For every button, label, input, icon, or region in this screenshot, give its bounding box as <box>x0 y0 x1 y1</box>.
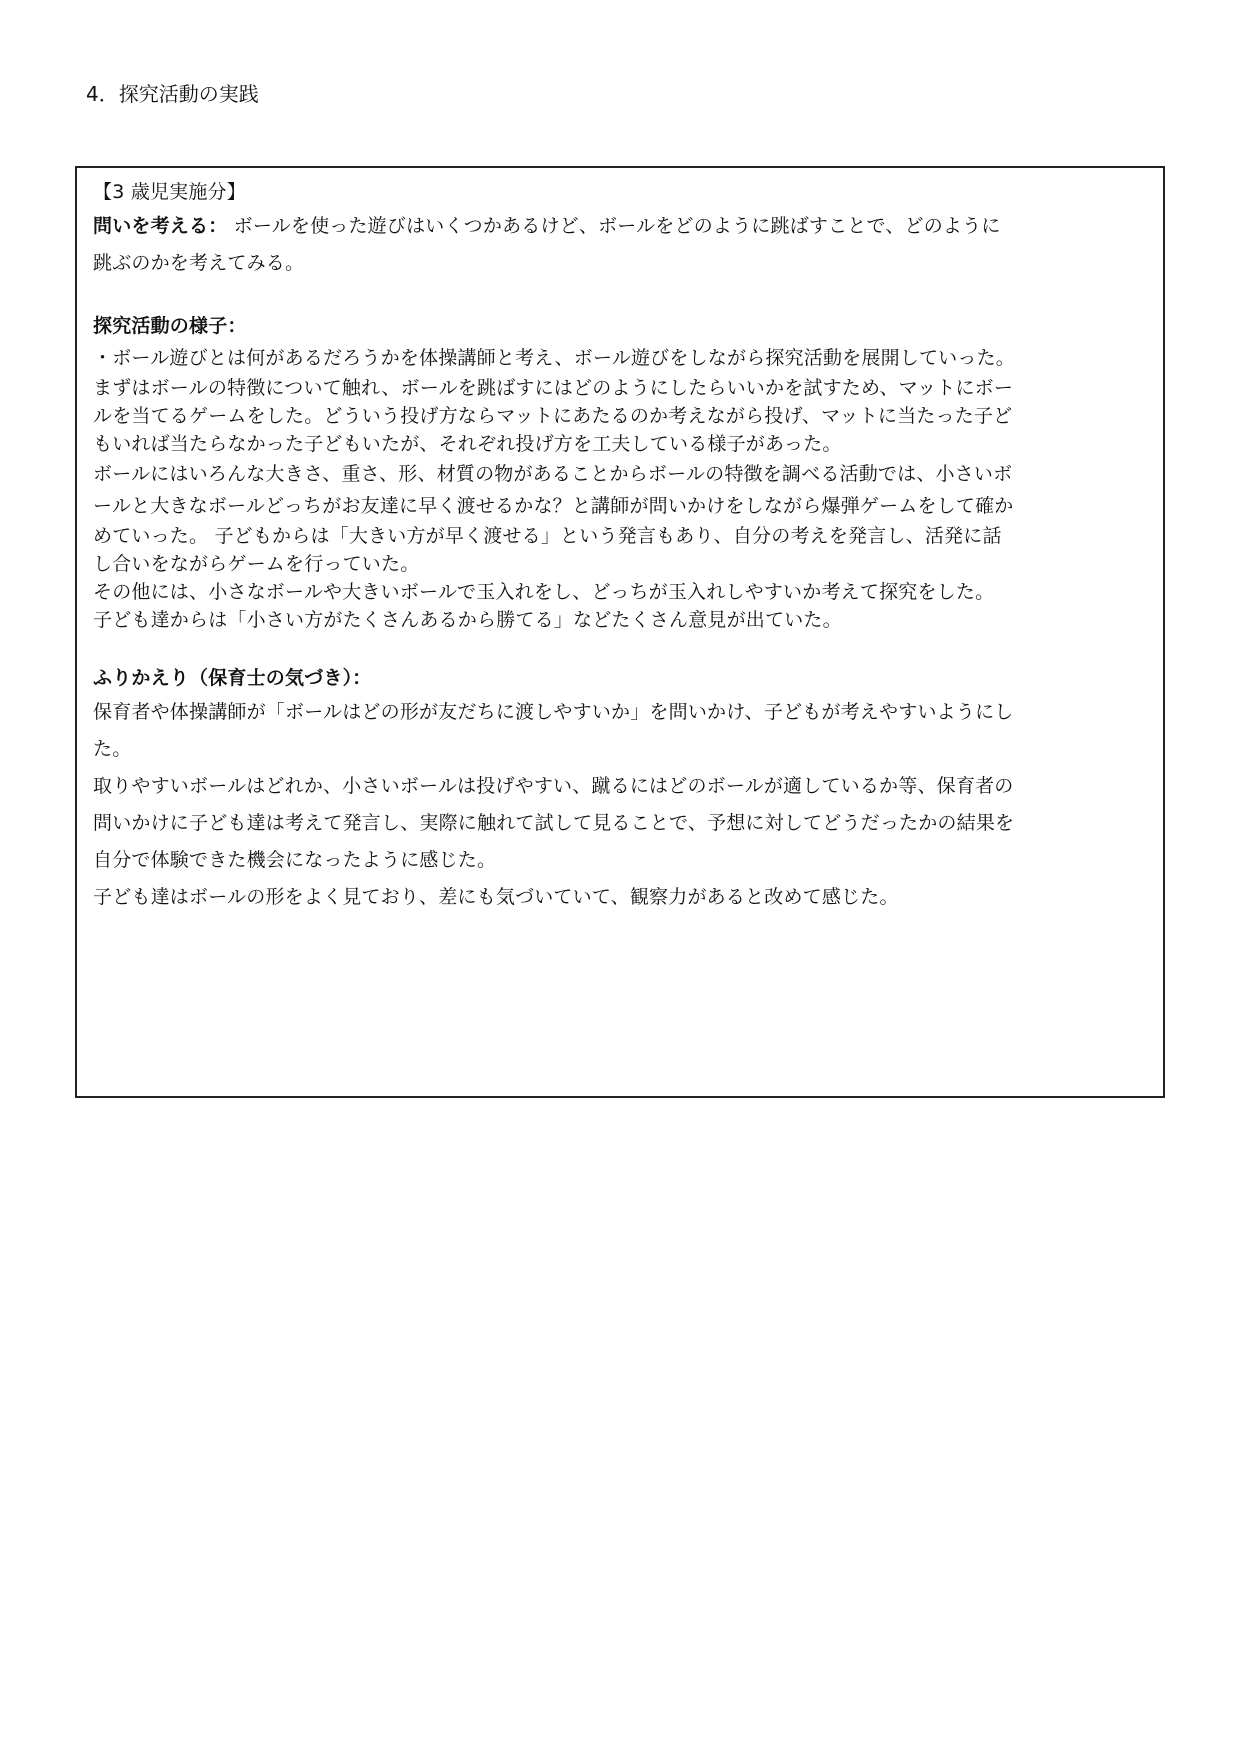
activity-line: めていった。 子どもからは「大きい方が早く渡せる」という発言もあり、自分の考えを発言し、活発に話 <box>93 525 1002 547</box>
spacer <box>93 634 1151 662</box>
activity-line: 子ども達からは「小さい方がたくさんあるから勝てる」などたくさん意見が出ていた。 <box>93 609 842 631</box>
reflection-line: 自分で体験できた機会になったように感じた。 <box>93 849 497 871</box>
activity-line: まずはボールの特徴について触れ、ボールを跳ばすにはどのようにしたらいいかを試すため、マットにボー <box>93 377 1014 399</box>
section-heading: 4．探究活動の実践 <box>86 82 259 106</box>
report-content <box>93 176 1151 916</box>
reflection-line: 問いかけに子ども達は考えて発言し、実際に触れて試して見ることで、予想に対してどうだったかの結果を <box>93 812 1015 834</box>
question-line-2: 跳ぶのかを考えてみる。 <box>93 252 305 274</box>
activity-line: ルを当てるゲームをした。どういう投げ方ならマットにあたるのか考えながら投げ、マットに当たった子ど <box>93 405 1013 427</box>
activity-line: ボールにはいろんな大きさ、重さ、形、材質の物があることからボールの特徴を調べる活動では、小さいボ <box>93 463 1013 485</box>
reflection-line: 保育者や体操講師が「ボールはどの形が友だちに渡しやすいか」を問いかけ、子どもが考えやすいようにし <box>93 701 1014 723</box>
reflection-line: 取りやすいボールはどれか、小さいボールは投げやすい、蹴るにはどのボールが適しているか等、保育者の <box>93 775 1014 797</box>
activity-report-box <box>75 166 1165 1098</box>
reflection-line: 子ども達はボールの形をよく見ており、差にも気づいていて、観察力があると改めて感じた。 <box>93 886 899 908</box>
question-text: ボールを使った遊びはいくつかあるけど、ボールをどのように跳ばすことで、どのように <box>233 215 1001 237</box>
activity-line: し合いをながらゲームを行っていた。 <box>93 553 420 575</box>
activity-label: 探究活動の様子： <box>93 315 247 337</box>
question-line-1 <box>93 208 1151 245</box>
spacer <box>93 282 1151 310</box>
reflection-line: た。 <box>93 738 132 760</box>
activity-line: もいれば当たらなかった子どもいたが、それぞれ投げ方を工夫している様子があった。 <box>93 433 842 455</box>
reflection-label: ふりかえり（保育士の気づき）： <box>93 667 372 689</box>
age-group-label: 【3 歳児実施分】 <box>93 181 246 203</box>
activity-line: その他には、小さなボールや大きいボールで玉入れをし、どっちが玉入れしやすいか考えて探究をした。 <box>93 581 995 603</box>
question-label: 問いを考える： <box>93 215 228 237</box>
activity-line: ールと大きなボールどっちがお友達に早く渡せるかな？と講師が問いかけをしながら爆弾ゲームをして確か <box>93 495 1014 517</box>
activity-line: ・ボール遊びとは何があるだろうかを体操講師と考え、ボール遊びをしながら探究活動を展開していった。 <box>93 347 1015 369</box>
